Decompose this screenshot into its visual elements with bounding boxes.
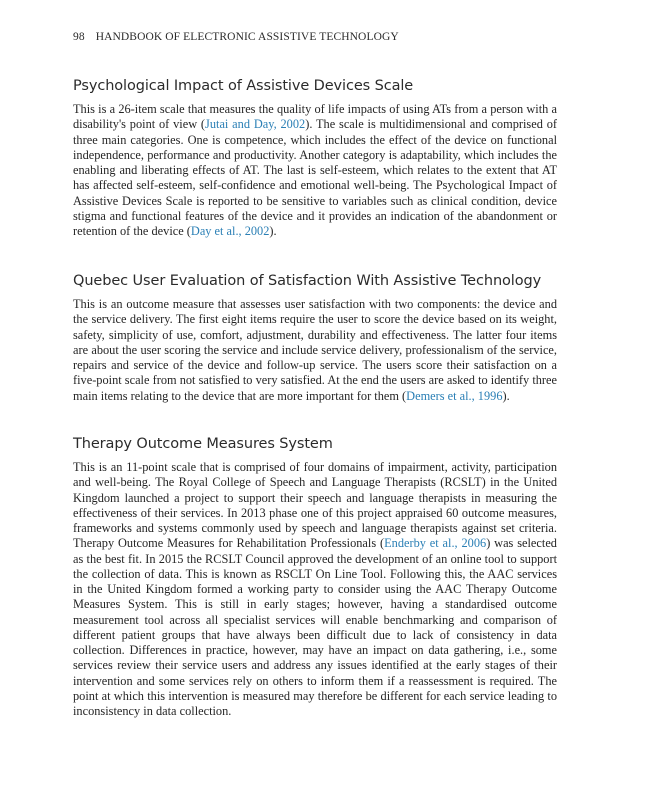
paragraph-text: This is an outcome measure that assesses user satisfaction with two components: the device and the service delivery. The first eight items require the user to score the device based on its weight, safety, simplicity of use, comfort, adjustment, durability and effectiveness. The latter four items are about the user scoring the service and include service delivery, professionalism of the service, repairs and service of the device and follow-up service. The users score their satisfaction on a five-point scale from not satisfied to very satisfied. At the end the users are asked to identify three main items relating to the device that are more important for them ( [73, 297, 557, 403]
section-quebec-user-evaluation [73, 273, 557, 404]
section-heading: Quebec User Evaluation of Satisfaction With Assistive Technology [73, 273, 542, 289]
running-title: HANDBOOK OF ELECTRONIC ASSISTIVE TECHNOLOGY [95, 31, 399, 43]
section-therapy-outcome-measures [73, 436, 557, 719]
paragraph-text: ). The scale is multidimensional and comprised of three main categories. One is competence, which includes the effect of the device on functional independence, performance and productivity. Another category is adaptability, which includes the enabling and liberating effects of AT. The last is self-esteem, which relates to the extent that AT has affected self-esteem, self-confidence and emotional well-being. The Psychological Impact of Assistive Devices Scale is reported to be sensitive to variables such as clinical condition, device stigma and functional features of the device and it provides an indication of the abandonment or retention of the device ( [73, 117, 557, 238]
paragraph-text: This is a 26-item scale that measures the quality of life impacts of using ATs from a person with a disability's point of view ( [73, 102, 557, 132]
paragraph-text: ). [502, 388, 510, 403]
citation-link[interactable]: Jutai and Day, 2002 [205, 117, 306, 132]
section-paragraph [73, 297, 557, 404]
running-header [73, 31, 573, 43]
citation-link[interactable]: Demers et al., 1996 [406, 388, 503, 403]
section-psychological-impact [73, 78, 557, 239]
paragraph-text: ) was selected as the best fit. In 2015 the RCSLT Council approved the development of an online tool to support the collection of data. This is known as RSCLT On Line Tool. Following this, the AAC services in the United Kingdom formed a working party to consider using the AAC Therapy Outcome Measures System. This is still in early stages; however, having a standardised outcome measurement tool across all specialist services will enable benchmarking and comparison of different patient groups that have always been difficult due to lack of consistency in data collection. Differences in practice, however, may have an impact on data gathering, i.e., some services review their service users and address any issues identified at the early stages of their intervention and some services rely on others to inform them if a reassessment is required. The point at which this intervention is measured may therefore be different for each service leading to inconsistency in data collection. [73, 536, 557, 718]
section-paragraph [73, 460, 557, 719]
section-heading: Psychological Impact of Assistive Devices Scale [73, 78, 414, 94]
citation-link[interactable]: Enderby et al., 2006 [384, 536, 487, 551]
paragraph-text: This is an 11-point scale that is comprised of four domains of impairment, activity, participation and well-being. The Royal College of Speech and Language Therapists (RCSLT) in the United Kingdom launched a project to support their speech and language therapists in measuring the effectiveness of their services. In 2013 phase one of this project appraised 60 outcome measures, frameworks and systems commonly used by speech and language therapists against set criteria. Therapy Outcome Measures for Rehabilitation Professionals ( [73, 460, 557, 551]
section-heading: Therapy Outcome Measures System [73, 436, 333, 452]
paragraph-text: ). [269, 224, 277, 238]
page-number: 98 [73, 31, 85, 43]
citation-link[interactable]: Day et al., 2002 [190, 224, 270, 238]
section-paragraph [73, 102, 557, 239]
